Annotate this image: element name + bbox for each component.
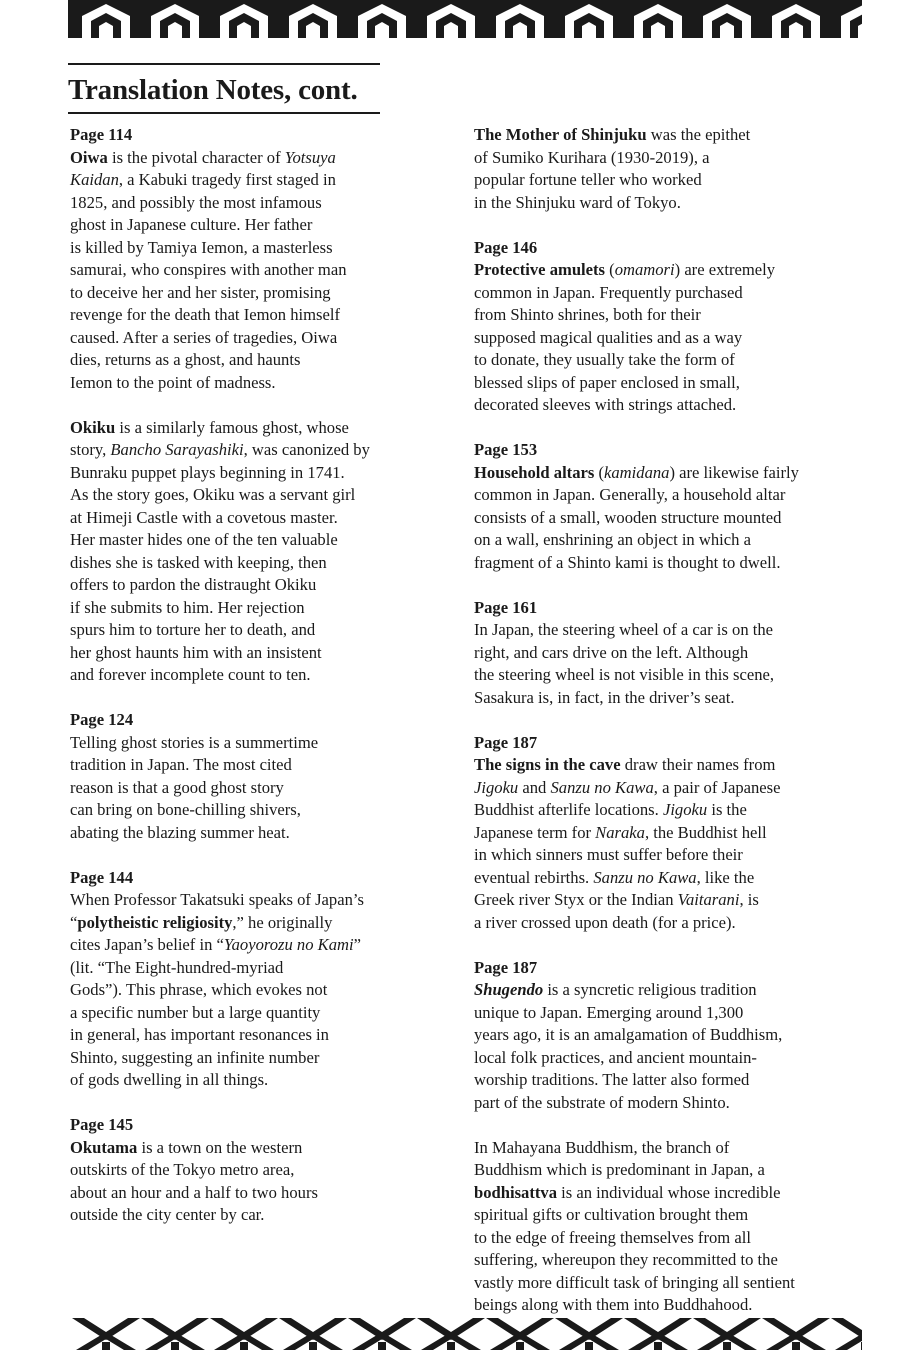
text-line xyxy=(474,124,864,147)
note-entry xyxy=(474,439,864,574)
text-run: blessed slips of paper enclosed in small, xyxy=(474,372,740,392)
bold-term: Protective amulets xyxy=(474,260,606,279)
text-run: eventual rebirths. xyxy=(474,867,594,887)
text-run: When Professor Takatsuki speaks of Japan’s xyxy=(70,890,364,909)
text-run: ghost in Japanese culture. Her father xyxy=(70,215,313,234)
text-line xyxy=(474,1182,864,1205)
text-line xyxy=(70,147,415,170)
text-line xyxy=(474,1047,864,1070)
top-decorative-border xyxy=(68,0,862,38)
text-run: on a wall, enshrining an object in which a xyxy=(474,530,751,549)
note-body xyxy=(474,979,864,1317)
text-run: a specific number but a large quantity xyxy=(70,1002,321,1022)
title-rule-bottom xyxy=(68,112,380,114)
text-run: consists of a small, wooden structure mounted xyxy=(474,507,782,527)
text-run: story, xyxy=(70,440,111,459)
text-run: common in Japan. Generally, a household altar xyxy=(474,485,786,504)
text-run: Shinto, suggesting an infinite number xyxy=(70,1047,320,1067)
text-line xyxy=(474,799,864,822)
text-run: to donate, they usually take the form of xyxy=(474,350,735,369)
text-run: Telling ghost stories is a summertime xyxy=(70,732,319,752)
text-line xyxy=(474,372,864,395)
note-entry xyxy=(474,124,864,214)
text-line xyxy=(70,214,415,237)
page-reference: Page 124 xyxy=(70,710,134,729)
text-run: right, and cars drive on the left. Although xyxy=(474,642,749,662)
text-line xyxy=(70,417,415,440)
text-line xyxy=(474,889,864,912)
text-run: , a pair of Japanese xyxy=(653,777,781,797)
text-line xyxy=(474,484,864,507)
text-run: draw their names from xyxy=(620,755,776,774)
note-body xyxy=(474,619,864,709)
text-run: caused. After a series of tragedies, Oiwa xyxy=(70,327,338,347)
text-line xyxy=(70,1159,415,1182)
text-line xyxy=(70,1069,415,1092)
page-reference: Page 187 xyxy=(474,957,538,977)
text-run: Greek river Styx or the Indian xyxy=(474,890,678,909)
text-line xyxy=(474,979,864,1002)
page-title: Translation Notes, cont. xyxy=(68,74,358,106)
text-line xyxy=(474,552,864,575)
text-line xyxy=(70,777,415,800)
text-run: As the story goes, Okiku was a servant girl xyxy=(70,485,356,504)
note-entry xyxy=(70,124,415,687)
italic-term: kamidana xyxy=(604,462,670,482)
text-line xyxy=(474,147,864,170)
text-run: to the edge of freeing themselves from all xyxy=(474,1227,751,1247)
text-run: is a town on the western xyxy=(137,1137,303,1157)
text-run: ( xyxy=(594,462,605,482)
text-run: is the pivotal character of xyxy=(107,147,285,167)
text-line xyxy=(70,664,415,687)
text-line xyxy=(70,889,415,912)
text-run: ( xyxy=(605,260,615,279)
text-run: ,” he originally xyxy=(232,912,333,932)
text-line xyxy=(474,1294,864,1317)
text-line xyxy=(70,1002,415,1025)
text-run: 1825, and possibly the most infamous xyxy=(70,192,322,212)
italic-term: Yotsuya xyxy=(284,147,336,167)
left-column xyxy=(70,124,415,1249)
text-line xyxy=(70,327,415,350)
bold-term: Okiku xyxy=(70,417,116,437)
geometric-chevron-pattern xyxy=(68,1318,862,1350)
text-line xyxy=(474,844,864,867)
note-entry xyxy=(70,1114,415,1227)
text-line xyxy=(70,1047,415,1070)
note-body xyxy=(474,754,864,934)
text-run: in general, has important resonances in xyxy=(70,1025,329,1044)
text-run: reason is that a good ghost story xyxy=(70,777,284,797)
italic-term: Yaoyorozu no Kami xyxy=(223,935,354,954)
text-line xyxy=(474,867,864,890)
text-line xyxy=(474,619,864,642)
note-body xyxy=(70,147,415,687)
text-run: is a similarly famous ghost, whose xyxy=(115,417,349,437)
text-line xyxy=(70,1137,415,1160)
text-run: her ghost haunts him with an insistent xyxy=(70,642,322,662)
text-line xyxy=(70,957,415,980)
text-line xyxy=(70,754,415,777)
italic-term: Sanzu no Kawa xyxy=(593,867,697,887)
text-line xyxy=(474,642,864,665)
text-run: ” xyxy=(353,935,361,954)
text-run: abating the blazing summer heat. xyxy=(70,822,290,842)
italic-term: Naraka xyxy=(595,822,645,842)
text-line xyxy=(70,912,415,935)
text-run: Japanese term for xyxy=(474,822,596,842)
note-body xyxy=(474,259,864,417)
text-line xyxy=(474,192,864,215)
text-line xyxy=(474,1159,864,1182)
text-line xyxy=(474,777,864,800)
text-line xyxy=(70,282,415,305)
text-line xyxy=(70,934,415,957)
text-line xyxy=(474,1204,864,1227)
italic-term: Vaitarani xyxy=(677,890,740,909)
page-reference: Page 145 xyxy=(70,1115,134,1134)
text-run: can bring on bone-chilling shivers, xyxy=(70,800,301,819)
text-run: outside the city center by car. xyxy=(70,1205,265,1224)
note-body xyxy=(474,124,864,214)
text-run: fragment of a Shinto kami is thought to dwell. xyxy=(474,552,781,572)
text-run: worship traditions. The latter also formed xyxy=(474,1070,750,1089)
text-run: from Shinto shrines, both for their xyxy=(474,305,701,324)
text-run: ) are extremely xyxy=(674,260,776,279)
text-run: in which sinners must suffer before their xyxy=(474,845,743,864)
text-run: of gods dwelling in all things. xyxy=(70,1070,269,1089)
text-line xyxy=(70,979,415,1002)
note-entry xyxy=(70,709,415,844)
text-run: , like the xyxy=(696,867,755,887)
text-line xyxy=(70,732,415,755)
text-line xyxy=(474,327,864,350)
text-run: at Himeji Castle with a covetous master. xyxy=(70,507,338,527)
text-run: is an individual whose incredible xyxy=(557,1182,781,1202)
text-line xyxy=(70,822,415,845)
text-line xyxy=(70,799,415,822)
text-line xyxy=(474,507,864,530)
text-line xyxy=(70,1204,415,1227)
text-line xyxy=(474,529,864,552)
note-entry xyxy=(474,957,864,1317)
text-line xyxy=(474,282,864,305)
bold-italic-term: Shugendo xyxy=(474,980,544,999)
text-run: to deceive her and her sister, promising xyxy=(70,282,331,302)
text-run: about an hour and a half to two hours xyxy=(70,1182,318,1202)
text-line xyxy=(474,462,864,485)
text-line xyxy=(474,1114,864,1137)
bold-term: The Mother of Shinjuku xyxy=(474,125,647,144)
text-line xyxy=(70,1182,415,1205)
text-run: if she submits to him. Her rejection xyxy=(70,597,305,617)
text-line xyxy=(474,1137,864,1160)
text-line xyxy=(474,687,864,710)
text-run: ) are likewise fairly xyxy=(669,462,799,482)
text-run: of Sumiko Kurihara (1930-2019), a xyxy=(474,147,710,167)
text-line xyxy=(70,574,415,597)
text-run: , was canonized by xyxy=(243,440,370,459)
note-entry xyxy=(474,732,864,935)
text-run: Buddhism which is predominant in Japan, a xyxy=(474,1160,765,1179)
note-entry xyxy=(474,597,864,710)
text-line xyxy=(474,169,864,192)
text-run: revenge for the death that Iemon himself xyxy=(70,305,341,324)
text-line xyxy=(70,529,415,552)
page-reference: Page 146 xyxy=(474,237,538,257)
text-run: outskirts of the Tokyo metro area, xyxy=(70,1160,295,1179)
text-line xyxy=(474,1024,864,1047)
text-line xyxy=(70,349,415,372)
text-run: tradition in Japan. The most cited xyxy=(70,755,292,774)
text-line xyxy=(474,394,864,417)
text-run: unique to Japan. Emerging around 1,300 xyxy=(474,1002,744,1022)
page-reference: Page 144 xyxy=(70,867,134,887)
text-line xyxy=(70,619,415,642)
text-line xyxy=(70,169,415,192)
text-run: is the xyxy=(707,800,747,819)
text-line xyxy=(70,394,415,417)
text-line xyxy=(70,259,415,282)
bold-term: The signs in the cave xyxy=(474,755,621,774)
text-line xyxy=(474,912,864,935)
bottom-decorative-border xyxy=(68,1318,862,1350)
note-entry xyxy=(70,867,415,1092)
page-reference: Page 153 xyxy=(474,440,538,459)
text-line xyxy=(70,597,415,620)
italic-term: Jigoku xyxy=(662,800,708,819)
title-block xyxy=(68,63,380,114)
text-run: the steering wheel is not visible in this scene, xyxy=(474,665,775,684)
text-run: was the epithet xyxy=(646,125,751,144)
text-run: Her master hides one of the ten valuable xyxy=(70,530,338,549)
text-line xyxy=(474,1249,864,1272)
text-line xyxy=(70,484,415,507)
text-line xyxy=(474,822,864,845)
text-line xyxy=(474,259,864,282)
text-line xyxy=(70,462,415,485)
text-line xyxy=(474,754,864,777)
text-line xyxy=(474,1227,864,1250)
text-run: , the Buddhist hell xyxy=(644,822,767,842)
bold-term: bodhisattva xyxy=(474,1182,557,1202)
text-run: part of the substrate of modern Shinto. xyxy=(474,1092,730,1112)
note-body xyxy=(474,462,864,575)
text-line xyxy=(474,1069,864,1092)
text-run: spiritual gifts or cultivation brought them xyxy=(474,1205,749,1224)
text-run: Sasakura is, in fact, in the driver’s seat. xyxy=(474,687,735,707)
right-column xyxy=(474,124,864,1339)
text-run: In Japan, the steering wheel of a car is on the xyxy=(474,620,774,639)
text-run: beings along with them into Buddhahood. xyxy=(474,1295,753,1314)
text-run: , a Kabuki tragedy first staged in xyxy=(118,170,336,189)
text-run: samurai, who conspires with another man xyxy=(70,260,347,279)
text-line xyxy=(70,237,415,260)
text-line xyxy=(70,192,415,215)
text-run: Gods”). This phrase, which evokes not xyxy=(70,980,328,999)
text-line xyxy=(474,304,864,327)
text-line xyxy=(474,1002,864,1025)
text-run: in the Shinjuku ward of Tokyo. xyxy=(474,192,681,212)
note-body xyxy=(70,889,415,1092)
note-body xyxy=(70,1137,415,1227)
text-run: decorated sleeves with strings attached. xyxy=(474,395,737,414)
text-line xyxy=(474,1092,864,1115)
bold-term: polytheistic religiosity xyxy=(77,912,233,932)
text-run: is killed by Tamiya Iemon, a masterless xyxy=(70,237,333,257)
italic-term: Sanzu no Kawa xyxy=(550,777,654,797)
text-line xyxy=(70,1024,415,1047)
bold-term: Household altars xyxy=(474,462,595,482)
text-line xyxy=(70,439,415,462)
text-run: offers to pardon the distraught Okiku xyxy=(70,575,317,594)
text-run: spurs him to torture her to death, and xyxy=(70,620,316,639)
text-run: vastly more difficult task of bringing all sentient xyxy=(474,1272,795,1292)
text-run: dies, returns as a ghost, and haunts xyxy=(70,350,301,369)
text-run: common in Japan. Frequently purchased xyxy=(474,282,743,302)
note-body xyxy=(70,732,415,845)
bold-term: Oiwa xyxy=(70,147,108,167)
text-run: years ago, it is an amalgamation of Buddhism, xyxy=(474,1025,783,1044)
text-run: supposed magical qualities and as a way xyxy=(474,327,743,347)
text-run: and forever incomplete count to ten. xyxy=(70,665,311,684)
text-line xyxy=(474,1272,864,1295)
page-reference: Page 187 xyxy=(474,732,538,752)
text-run: , is xyxy=(739,890,759,909)
text-line xyxy=(70,552,415,575)
text-line xyxy=(474,349,864,372)
text-run: Buddhist afterlife locations. xyxy=(474,800,663,819)
text-run: local folk practices, and ancient mountain- xyxy=(474,1047,757,1067)
bold-term: Okutama xyxy=(70,1137,138,1157)
text-run: (lit. “The Eight-hundred-myriad xyxy=(70,957,284,977)
text-run: a river crossed upon death (for a price). xyxy=(474,912,736,932)
text-line xyxy=(70,372,415,395)
text-run: and xyxy=(518,777,551,797)
text-run: dishes she is tasked with keeping, then xyxy=(70,552,327,572)
text-run: In Mahayana Buddhism, the branch of xyxy=(474,1137,730,1157)
page-reference: Page 161 xyxy=(474,597,538,617)
text-line xyxy=(70,642,415,665)
geometric-arch-pattern xyxy=(68,0,862,38)
italic-term: Jigoku xyxy=(474,777,519,797)
text-run: cites Japan’s belief in “ xyxy=(70,935,224,954)
italic-term: Kaidan xyxy=(70,170,119,189)
text-run: popular fortune teller who worked xyxy=(474,170,702,189)
page-reference: Page 114 xyxy=(70,125,133,144)
text-run: Bunraku puppet plays beginning in 1741. xyxy=(70,462,345,482)
text-line xyxy=(474,664,864,687)
italic-term: omamori xyxy=(614,260,675,279)
text-run: suffering, whereupon they recommitted to the xyxy=(474,1250,778,1269)
italic-term: Bancho Sarayashiki xyxy=(110,440,244,459)
text-run: “ xyxy=(70,912,78,932)
text-run: is a syncretic religious tradition xyxy=(543,980,757,999)
note-entry xyxy=(474,237,864,417)
text-line xyxy=(70,304,415,327)
text-line xyxy=(70,507,415,530)
text-run: Iemon to the point of madness. xyxy=(70,372,276,392)
